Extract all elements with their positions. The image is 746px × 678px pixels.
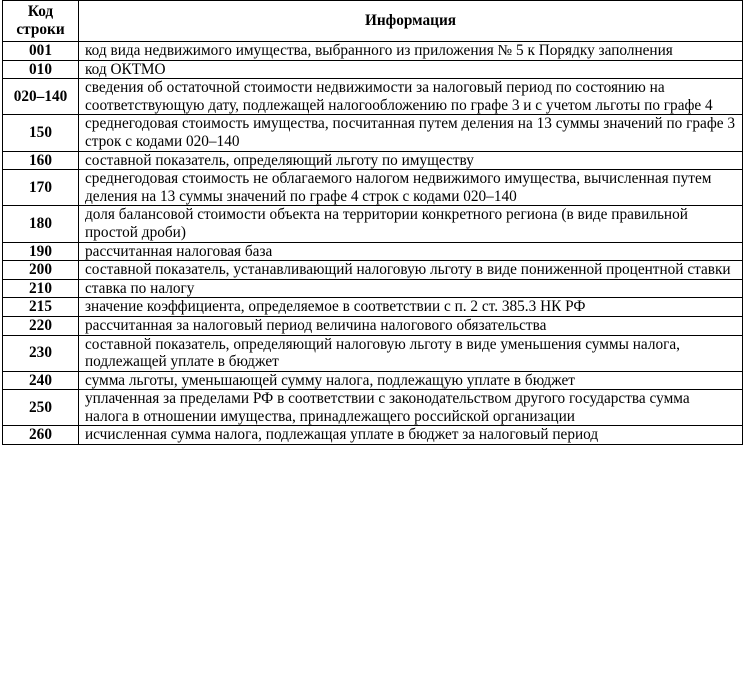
table-row xyxy=(3,115,743,151)
row-description: составной показатель, определяющий налоговую льготу в виде уменьшения суммы налога, подлежащей уплате в бюджет xyxy=(79,335,743,371)
row-description: рассчитанная за налоговый период величина налогового обязательства xyxy=(79,316,743,335)
table-row xyxy=(3,42,743,61)
row-code: 010 xyxy=(3,60,79,79)
row-code: 210 xyxy=(3,279,79,298)
table-row xyxy=(3,79,743,115)
row-code: 150 xyxy=(3,115,79,151)
row-description: составной показатель, определяющий льготу по имуществу xyxy=(79,151,743,170)
row-code: 001 xyxy=(3,42,79,61)
row-description: среднегодовая стоимость имущества, посчитанная путем деления на 13 суммы значений по графе 3 строк с кодами 020–140 xyxy=(79,115,743,151)
row-description: код вида недвижимого имущества, выбранного из приложения № 5 к Порядку заполнения xyxy=(79,42,743,61)
row-description: значение коэффициента, определяемое в соответствии с п. 2 ст. 385.3 НК РФ xyxy=(79,298,743,317)
table-row xyxy=(3,170,743,206)
line-codes-table xyxy=(2,0,743,445)
row-code: 170 xyxy=(3,170,79,206)
row-code: 260 xyxy=(3,426,79,445)
table-row xyxy=(3,298,743,317)
table-row xyxy=(3,426,743,445)
header-info: Информация xyxy=(79,1,743,42)
row-description: среднегодовая стоимость не облагаемого налогом недвижимого имущества, вычисленная путем деления на 13 суммы значений по графе 4 строк с кодами 020–140 xyxy=(79,170,743,206)
row-code: 020–140 xyxy=(3,79,79,115)
row-code: 190 xyxy=(3,242,79,261)
row-description: рассчитанная налоговая база xyxy=(79,242,743,261)
row-description: сумма льготы, уменьшающей сумму налога, подлежащую уплате в бюджет xyxy=(79,371,743,390)
table-row xyxy=(3,261,743,280)
row-description: код ОКТМО xyxy=(79,60,743,79)
row-code: 250 xyxy=(3,390,79,426)
row-description: составной показатель, устанавливающий налоговую льготу в виде пониженной процентной ставки xyxy=(79,261,743,280)
row-code: 215 xyxy=(3,298,79,317)
row-description: ставка по налогу xyxy=(79,279,743,298)
row-code: 230 xyxy=(3,335,79,371)
table-row xyxy=(3,371,743,390)
table-row xyxy=(3,206,743,242)
table-header-row xyxy=(3,1,743,42)
header-code: Код строки xyxy=(3,1,79,42)
row-code: 220 xyxy=(3,316,79,335)
table-row xyxy=(3,390,743,426)
table-row xyxy=(3,60,743,79)
row-code: 240 xyxy=(3,371,79,390)
table-body xyxy=(3,42,743,445)
table-row xyxy=(3,335,743,371)
row-description: доля балансовой стоимости объекта на территории конкретного региона (в виде правильной простой дроби) xyxy=(79,206,743,242)
table-row xyxy=(3,151,743,170)
table-row xyxy=(3,242,743,261)
table-row xyxy=(3,316,743,335)
row-code: 180 xyxy=(3,206,79,242)
row-description: сведения об остаточной стоимости недвижимости за налоговый период по состоянию на соответствующую дату, подлежащей налогообложению по графе 3 и с учетом льготы по графе 4 xyxy=(79,79,743,115)
table-row xyxy=(3,279,743,298)
row-code: 160 xyxy=(3,151,79,170)
row-description: исчисленная сумма налога, подлежащая уплате в бюджет за налоговый период xyxy=(79,426,743,445)
row-description: уплаченная за пределами РФ в соответствии с законодательством другого государства сумма налога в отношении имущества, принадлежащего российской организации xyxy=(79,390,743,426)
row-code: 200 xyxy=(3,261,79,280)
